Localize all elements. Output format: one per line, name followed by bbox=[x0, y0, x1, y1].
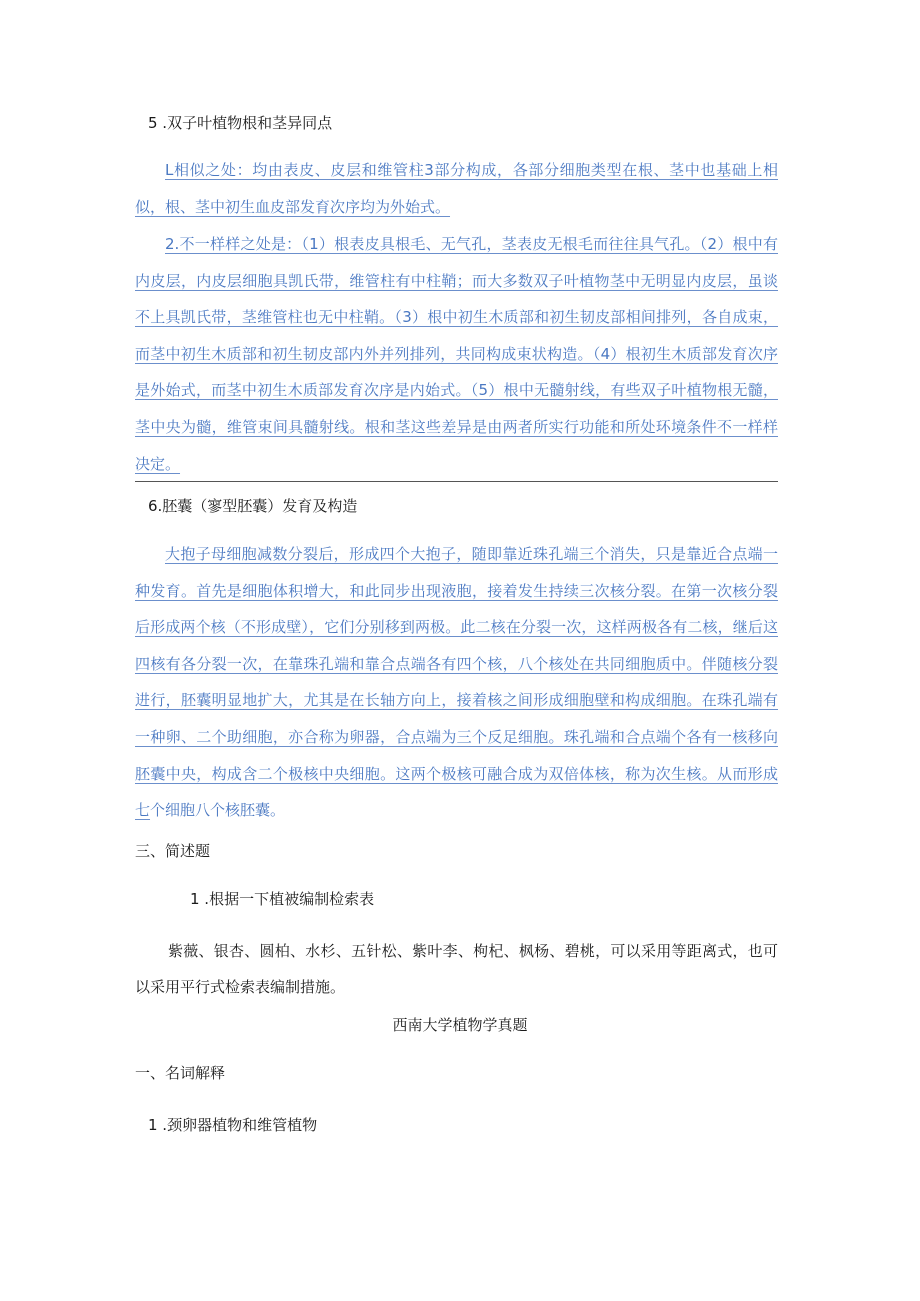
section-3-question-1-body: 紫薇、银杏、圆柏、水杉、五针松、紫叶李、枸杞、枫杨、碧桃，可以采用等距离式，也可以采用平行式检索表编制措施。 bbox=[135, 942, 778, 996]
section-divider bbox=[135, 481, 778, 482]
question-6-text-tail: 个细胞八个核胚囊。 bbox=[150, 801, 286, 820]
section-3-heading: 三、简述题 bbox=[135, 842, 211, 860]
question-6-text: 大抱子母细胞减数分裂后，形成四个大抱子，随即靠近珠孔端三个消失，只是靠近合点端一种发育。首先是细胞体积增大，和此同步出现液胞，接着发生持续三次核分裂。在第一次核分裂后形成两个核（不形成壁），它们分别移到两极。此二核在分裂一次，这样两极各有二核，继后这四核有各分裂一次，在靠珠孔端和靠合点端各有四个核，八个核处在共同细胞质中。伴随核分裂进行，胚囊明显地扩大，尤其是在长轴方向上，接着核之间形成细胞壁和构成细胞。在珠孔端有一种卵、二个助细胞，亦合称为卵器，合点端为三个反足细胞。珠孔端和合点端个各有一核移向胚囊中央，构成含二个极核中央细胞。这两个极核可融合成为双倍体核，称为次生核。从而形成七 bbox=[135, 545, 778, 820]
question-5-title: 5 .双子叶植物根和茎异同点 bbox=[148, 114, 333, 132]
question-5-differences-text: 2.不一样样之处是：（1）根表皮具根毛、无气孔，茎表皮无根毛而往往具气孔。（2）根中有内皮层，内皮层细胞具凯氏带，维管柱有中柱鞘；而大多数双子叶植物茎中无明显内皮层，虽谈不上具凯氏带，茎维管柱也无中柱鞘。（3）根中初生木质部和初生韧皮部相间排列，各自成束，而茎中初生木质部和初生韧皮部内外并列排列，共同构成束状构造。（4）根初生木质部发育次序是外始式，而茎中初生木质部发育次序是内始式。（5）根中无髓射线，有些双子叶植物根无髓，茎中央为髓，维管束间具髓射线。根和茎这些差异是由两者所实行功能和所处环境条件不一样样决定。 bbox=[135, 235, 778, 473]
section-3-question-1-title: 1 .根据一下植被编制检索表 bbox=[190, 890, 375, 908]
question-6-paragraph bbox=[135, 536, 778, 829]
exam-question-1-title: 1 .颈卵器植物和维管植物 bbox=[148, 1116, 318, 1134]
exam-section-1-heading: 一、名词解释 bbox=[135, 1064, 226, 1082]
question-5-similarities-paragraph bbox=[135, 152, 778, 225]
question-5-similarities-text: L相似之处：均由表皮、皮层和维管柱3部分构成，各部分细胞类型在根、茎中也基础上相似，根、茎中初生血皮部发育次序均为外始式。 bbox=[135, 161, 778, 216]
exam-title: 西南大学植物学真题 bbox=[392, 1016, 528, 1034]
question-5-differences-paragraph bbox=[135, 226, 778, 482]
question-6-title: 6.胚囊（寥型胚囊）发育及构造 bbox=[148, 497, 358, 515]
